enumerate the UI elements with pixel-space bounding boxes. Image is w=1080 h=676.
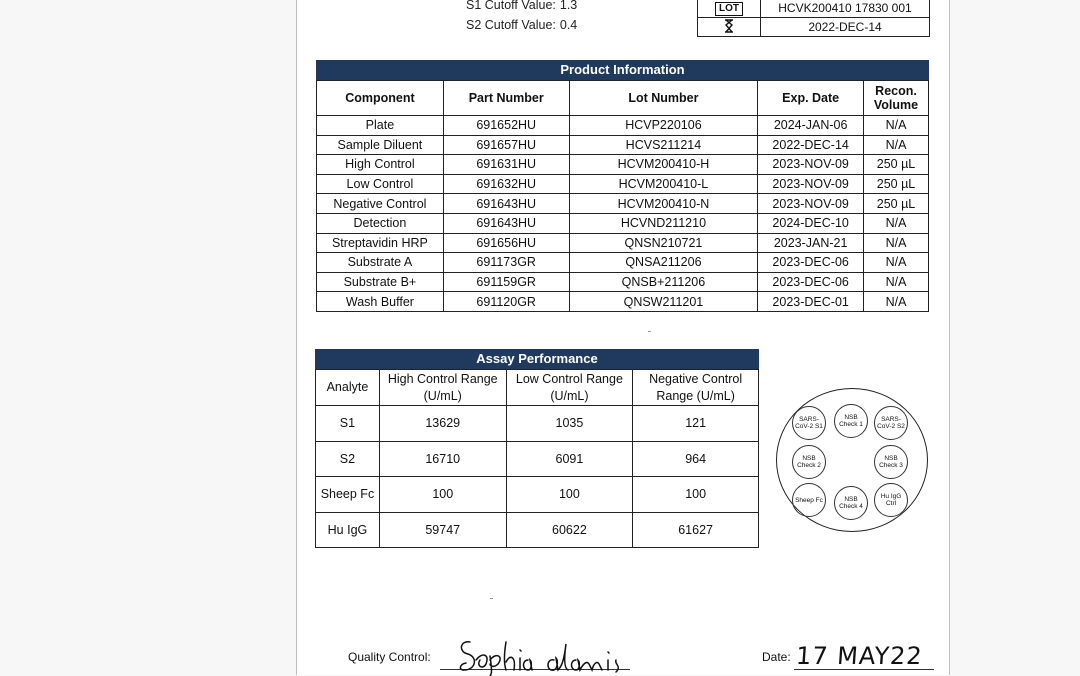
table-cell: N/A bbox=[864, 272, 929, 292]
table-cell: HCVP220106 bbox=[569, 116, 758, 136]
product-information bbox=[316, 60, 929, 312]
table-cell: 100 bbox=[506, 477, 633, 513]
kit-lot-row bbox=[698, 0, 930, 18]
table-cell: 2023-DEC-01 bbox=[758, 292, 864, 312]
table-cell: Sample Diluent bbox=[317, 135, 444, 155]
table-cell: HCVS211214 bbox=[569, 135, 758, 155]
table-cell: High Control bbox=[317, 155, 444, 175]
table-cell: 964 bbox=[633, 441, 759, 477]
product-table bbox=[316, 80, 929, 312]
table-cell: 691643HU bbox=[443, 194, 569, 214]
well-nsb-check-1: NSB Check 1 bbox=[834, 404, 868, 438]
hourglass-icon bbox=[723, 19, 735, 33]
col-component: Component bbox=[317, 81, 444, 116]
qc-signature bbox=[456, 630, 631, 676]
assay-body bbox=[316, 406, 759, 548]
table-row bbox=[317, 194, 929, 214]
table-cell: 6091 bbox=[506, 441, 633, 477]
table-cell: Negative Control bbox=[317, 194, 444, 214]
table-row bbox=[317, 233, 929, 253]
assay-header-row bbox=[316, 370, 759, 406]
table-cell: Low Control bbox=[317, 174, 444, 194]
table-cell: S2 bbox=[316, 441, 380, 477]
table-cell: S1 bbox=[316, 406, 380, 442]
kit-lot-value: HCVK200410 17830 001 bbox=[761, 0, 930, 18]
table-row bbox=[317, 292, 929, 312]
table-row bbox=[317, 174, 929, 194]
table-cell: 16710 bbox=[379, 441, 506, 477]
product-information-title: Product Information bbox=[316, 60, 929, 80]
table-cell: 250 µL bbox=[864, 174, 929, 194]
table-cell: 2023-JAN-21 bbox=[758, 233, 864, 253]
table-row bbox=[317, 135, 929, 155]
table-cell: 2023-DEC-06 bbox=[758, 272, 864, 292]
table-row bbox=[317, 272, 929, 292]
table-cell: Wash Buffer bbox=[317, 292, 444, 312]
date-label: Date: bbox=[762, 650, 791, 664]
table-cell: 2024-DEC-10 bbox=[758, 213, 864, 233]
table-row bbox=[316, 512, 759, 548]
handwritten-date: 17 MAY22 bbox=[795, 642, 924, 670]
table-cell: 691643HU bbox=[443, 213, 569, 233]
table-cell: N/A bbox=[864, 292, 929, 312]
table-cell: N/A bbox=[864, 135, 929, 155]
qc-label: Quality Control: bbox=[348, 650, 431, 664]
assay-performance-title: Assay Performance bbox=[315, 349, 759, 369]
assay-table bbox=[315, 369, 759, 548]
table-cell: 250 µL bbox=[864, 194, 929, 214]
table-cell: 691120GR bbox=[443, 292, 569, 312]
table-cell: HCVM200410-N bbox=[569, 194, 758, 214]
table-cell: QNSB+211206 bbox=[569, 272, 758, 292]
table-row bbox=[316, 477, 759, 513]
table-cell: HCVND211210 bbox=[569, 213, 758, 233]
table-row bbox=[317, 213, 929, 233]
col-part-number: Part Number bbox=[443, 81, 569, 116]
table-row bbox=[316, 406, 759, 442]
product-body bbox=[317, 116, 929, 312]
expiry-icon-cell bbox=[698, 18, 761, 37]
col-low-control-range: Low Control Range (U/mL) bbox=[506, 370, 633, 406]
table-cell: 691656HU bbox=[443, 233, 569, 253]
kit-expiry-row bbox=[698, 18, 930, 37]
table-cell: 691631HU bbox=[443, 155, 569, 175]
table-cell: 100 bbox=[633, 477, 759, 513]
table-cell: Detection bbox=[317, 213, 444, 233]
table-cell: 691173GR bbox=[443, 253, 569, 273]
table-cell: 121 bbox=[633, 406, 759, 442]
table-row bbox=[317, 253, 929, 273]
table-cell: Substrate B+ bbox=[317, 272, 444, 292]
table-cell: 2024-JAN-06 bbox=[758, 116, 864, 136]
well-nsb-check-2: NSB Check 2 bbox=[792, 445, 826, 479]
table-cell: N/A bbox=[864, 253, 929, 273]
col-high-control-range: High Control Range (U/mL) bbox=[379, 370, 506, 406]
table-cell: QNSW211201 bbox=[569, 292, 758, 312]
table-cell: N/A bbox=[864, 213, 929, 233]
table-cell: Plate bbox=[317, 116, 444, 136]
lot-icon: LOT bbox=[715, 2, 743, 16]
table-cell: Sheep Fc bbox=[316, 477, 380, 513]
s1-cutoff: S1 Cutoff Value: 1.3 bbox=[466, 0, 578, 12]
table-cell: Hu IgG bbox=[316, 512, 380, 548]
well-sheep-fc: Sheep Fc bbox=[792, 483, 826, 517]
table-cell: N/A bbox=[864, 116, 929, 136]
table-cell: Substrate A bbox=[317, 253, 444, 273]
col-negative-control-range: Negative Control Range (U/mL) bbox=[633, 370, 759, 406]
col-lot-number: Lot Number bbox=[569, 81, 758, 116]
table-row bbox=[316, 441, 759, 477]
table-cell: 2023-NOV-09 bbox=[758, 194, 864, 214]
kit-expiry-value: 2022-DEC-14 bbox=[761, 18, 930, 37]
product-header-row bbox=[317, 81, 929, 116]
table-cell: QNSN210721 bbox=[569, 233, 758, 253]
table-cell: 691657HU bbox=[443, 135, 569, 155]
table-cell: HCVM200410-L bbox=[569, 174, 758, 194]
well-nsb-check-3: NSB Check 3 bbox=[874, 445, 908, 479]
assay-performance bbox=[315, 349, 759, 548]
table-row bbox=[317, 116, 929, 136]
col-analyte: Analyte bbox=[316, 370, 380, 406]
table-cell: 61627 bbox=[633, 512, 759, 548]
col-recon-volume: Recon. Volume bbox=[864, 81, 929, 116]
table-cell: 2023-DEC-06 bbox=[758, 253, 864, 273]
well-nsb-check-4: NSB Check 4 bbox=[834, 486, 868, 520]
scan-speck bbox=[490, 598, 493, 599]
lot-icon-cell bbox=[698, 0, 761, 18]
s2-cutoff: S2 Cutoff Value: 0.4 bbox=[466, 18, 578, 32]
well-sars-cov-2-s1: SARS-CoV-2 S1 bbox=[792, 406, 826, 440]
well-hu-igg-ctrl: Hu IgG Ctrl bbox=[874, 483, 908, 517]
table-cell: 1035 bbox=[506, 406, 633, 442]
kit-lot-table bbox=[697, 0, 930, 37]
table-row bbox=[317, 155, 929, 175]
table-cell: 60622 bbox=[506, 512, 633, 548]
table-cell: 13629 bbox=[379, 406, 506, 442]
table-cell: 2023-NOV-09 bbox=[758, 174, 864, 194]
table-cell: N/A bbox=[864, 233, 929, 253]
table-cell: 2023-NOV-09 bbox=[758, 155, 864, 175]
table-cell: 691632HU bbox=[443, 174, 569, 194]
col-exp-date: Exp. Date bbox=[758, 81, 864, 116]
table-cell: 2022-DEC-14 bbox=[758, 135, 864, 155]
table-cell: Streptavidin HRP bbox=[317, 233, 444, 253]
table-cell: HCVM200410-H bbox=[569, 155, 758, 175]
scan-speck bbox=[648, 331, 651, 332]
table-cell: QNSA211206 bbox=[569, 253, 758, 273]
well-map-diagram bbox=[776, 388, 928, 532]
well-sars-cov-2-s2: SARS-CoV-2 S2 bbox=[874, 406, 908, 440]
table-cell: 691652HU bbox=[443, 116, 569, 136]
table-cell: 59747 bbox=[379, 512, 506, 548]
table-cell: 250 µL bbox=[864, 155, 929, 175]
table-cell: 691159GR bbox=[443, 272, 569, 292]
table-cell: 100 bbox=[379, 477, 506, 513]
